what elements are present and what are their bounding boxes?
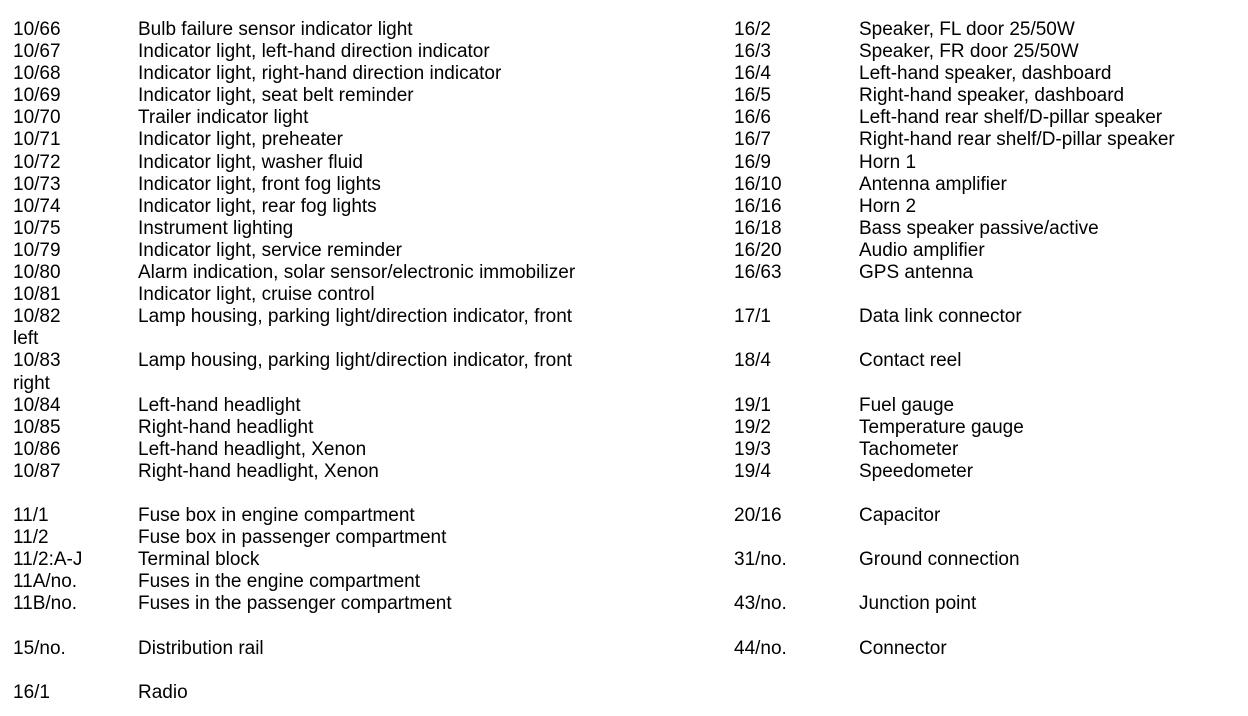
spacer [13,483,633,505]
component-code: 18/4 [734,350,771,372]
component-code: 16/16 [734,195,782,217]
legend-entry [13,85,633,107]
legend-entry [734,63,1234,85]
component-description: Lamp housing, parking light/direction indicator, front [138,350,573,372]
component-code: 16/7 [734,129,771,151]
legend-entry [734,19,1234,41]
legend-entry [734,306,1234,328]
legend-entry [13,196,633,218]
legend-entry [13,306,633,350]
component-description: Indicator light, seat belt reminder [138,85,414,107]
legend-entry [734,262,1234,284]
component-code: 16/20 [734,239,782,261]
component-code: 44/no. [734,637,787,659]
spacer [734,571,1234,593]
component-description: Distribution rail [138,637,264,659]
component-description: Ground connection [859,549,1020,571]
component-code: 16/4 [734,63,771,85]
component-code: 10/81 [13,284,61,306]
component-code: 10/74 [13,195,61,217]
component-description: Horn 2 [859,195,917,217]
legend-entry [734,107,1234,129]
legend-entry [734,152,1234,174]
component-description: Fuse box in engine compartment [138,505,415,527]
component-description: Data link connector [859,306,1022,328]
legend-entry [734,439,1234,461]
component-code: 19/2 [734,416,771,438]
component-description: Indicator light, rear fog lights [138,195,377,217]
legend-entry [13,129,633,151]
legend-entry [13,19,633,41]
legend-entry [13,549,633,571]
spacer [734,328,1234,350]
legend-entry [734,174,1234,196]
legend-entry [13,571,633,593]
description-continuation: left [13,328,39,350]
description-continuation: right [13,372,50,394]
component-description: Indicator light, right-hand direction indicator [138,63,502,85]
component-code: 16/5 [734,85,771,107]
component-code: 16/63 [734,262,782,284]
component-code: 17/1 [734,306,771,328]
legend-entry [734,395,1234,417]
spacer [734,373,1234,395]
legend-entry [13,174,633,196]
component-code: 16/18 [734,217,782,239]
component-code: 15/no. [13,637,66,659]
component-code: 11/2:A-J [13,549,83,571]
component-description: Capacitor [859,505,941,527]
component-description: Indicator light, service reminder [138,239,402,261]
legend-entry [13,505,633,527]
component-code: 10/80 [13,262,61,284]
legend-entry [13,417,633,439]
component-code: 20/16 [734,505,782,527]
component-description: Radio [138,681,188,703]
component-description: Tachometer [859,438,959,460]
legend-entry [13,350,633,394]
component-description: Trailer indicator light [138,107,309,129]
legend-entry [13,593,633,615]
legend-entry [13,527,633,549]
component-code: 10/69 [13,85,61,107]
component-code: 10/66 [13,19,61,40]
legend-entry [734,505,1234,527]
component-code: 10/79 [13,239,61,261]
legend-entry [13,262,633,284]
component-code: 10/86 [13,438,61,460]
left-legend-column [13,19,633,704]
component-code: 19/3 [734,438,771,460]
component-code: 43/no. [734,593,787,615]
component-code: 10/87 [13,460,61,482]
legend-entry [734,85,1234,107]
component-code: 16/1 [13,681,50,703]
component-description: Bass speaker passive/active [859,217,1099,239]
component-description: Antenna amplifier [859,173,1007,195]
component-description: Fuses in the passenger compartment [138,593,452,615]
component-description: Instrument lighting [138,217,294,239]
component-code: 19/1 [734,394,771,416]
legend-entry [734,638,1234,660]
legend-entry [734,350,1234,372]
component-description: Right-hand rear shelf/D-pillar speaker [859,129,1175,151]
legend-entry [734,129,1234,151]
component-description: Terminal block [138,549,260,571]
legend-entry [734,240,1234,262]
component-code: 10/67 [13,41,61,63]
component-description: Left-hand speaker, dashboard [859,63,1112,85]
legend-entry [13,240,633,262]
component-description: Left-hand headlight [138,394,301,416]
component-description: Indicator light, washer fluid [138,151,363,173]
component-code: 11B/no. [13,593,78,615]
component-code: 11/1 [13,505,49,527]
legend-entry [13,63,633,85]
component-description: Left-hand headlight, Xenon [138,438,367,460]
legend-entry [734,417,1234,439]
component-code: 16/3 [734,41,771,63]
component-code: 11A/no. [13,571,78,593]
spacer [734,527,1234,549]
component-description: Left-hand rear shelf/D-pillar speaker [859,107,1163,129]
legend-entry [13,638,633,660]
component-code: 10/75 [13,217,61,239]
component-description: Horn 1 [859,151,917,173]
component-code: 10/85 [13,416,61,438]
legend-entry [734,461,1234,483]
component-code: 10/72 [13,151,61,173]
component-description: Speaker, FR door 25/50W [859,41,1079,63]
legend-entry [13,152,633,174]
legend-entry [734,41,1234,63]
component-description: Speaker, FL door 25/50W [859,19,1075,40]
component-code: 16/2 [734,19,771,40]
component-description: Indicator light, front fog lights [138,173,381,195]
right-legend-column [734,19,1234,660]
component-description: GPS antenna [859,262,974,284]
legend-entry [13,107,633,129]
spacer [734,483,1234,505]
component-description: Speedometer [859,460,974,482]
component-code: 16/9 [734,151,771,173]
component-code: 10/68 [13,63,61,85]
component-description: Bulb failure sensor indicator light [138,19,413,40]
component-code: 11/2 [13,527,49,549]
spacer [734,616,1234,638]
component-code: 31/no. [734,549,787,571]
component-description: Indicator light, preheater [138,129,343,151]
component-code: 10/82 [13,306,61,328]
component-description: Junction point [859,593,977,615]
legend-entry [734,218,1234,240]
legend-entry [13,284,633,306]
legend-entry [13,41,633,63]
component-code: 10/83 [13,350,61,372]
component-code: 16/10 [734,173,782,195]
component-description: Fuses in the engine compartment [138,571,420,593]
component-code: 10/70 [13,107,61,129]
component-description: Indicator light, left-hand direction indicator [138,41,490,63]
component-description: Right-hand headlight [138,416,314,438]
component-code: 10/73 [13,173,61,195]
component-description: Right-hand speaker, dashboard [859,85,1125,107]
component-description: Fuse box in passenger compartment [138,527,447,549]
spacer [734,284,1234,306]
component-description: Connector [859,637,947,659]
legend-entry [13,682,633,704]
legend-entry [13,461,633,483]
component-description: Right-hand headlight, Xenon [138,460,379,482]
spacer [13,660,633,682]
component-code: 16/6 [734,107,771,129]
component-description: Audio amplifier [859,239,985,261]
component-description: Alarm indication, solar sensor/electronic immobilizer [138,262,576,284]
component-code: 19/4 [734,460,771,482]
spacer [13,616,633,638]
component-description: Contact reel [859,350,962,372]
component-description: Fuel gauge [859,394,955,416]
component-description: Indicator light, cruise control [138,284,375,306]
legend-entry [13,395,633,417]
component-code: 10/71 [13,129,61,151]
legend-entry [13,439,633,461]
legend-entry [13,218,633,240]
legend-entry [734,549,1234,571]
legend-entry [734,593,1234,615]
legend-entry [734,196,1234,218]
component-code: 10/84 [13,394,61,416]
component-description: Temperature gauge [859,416,1024,438]
component-description: Lamp housing, parking light/direction indicator, front [138,306,573,328]
